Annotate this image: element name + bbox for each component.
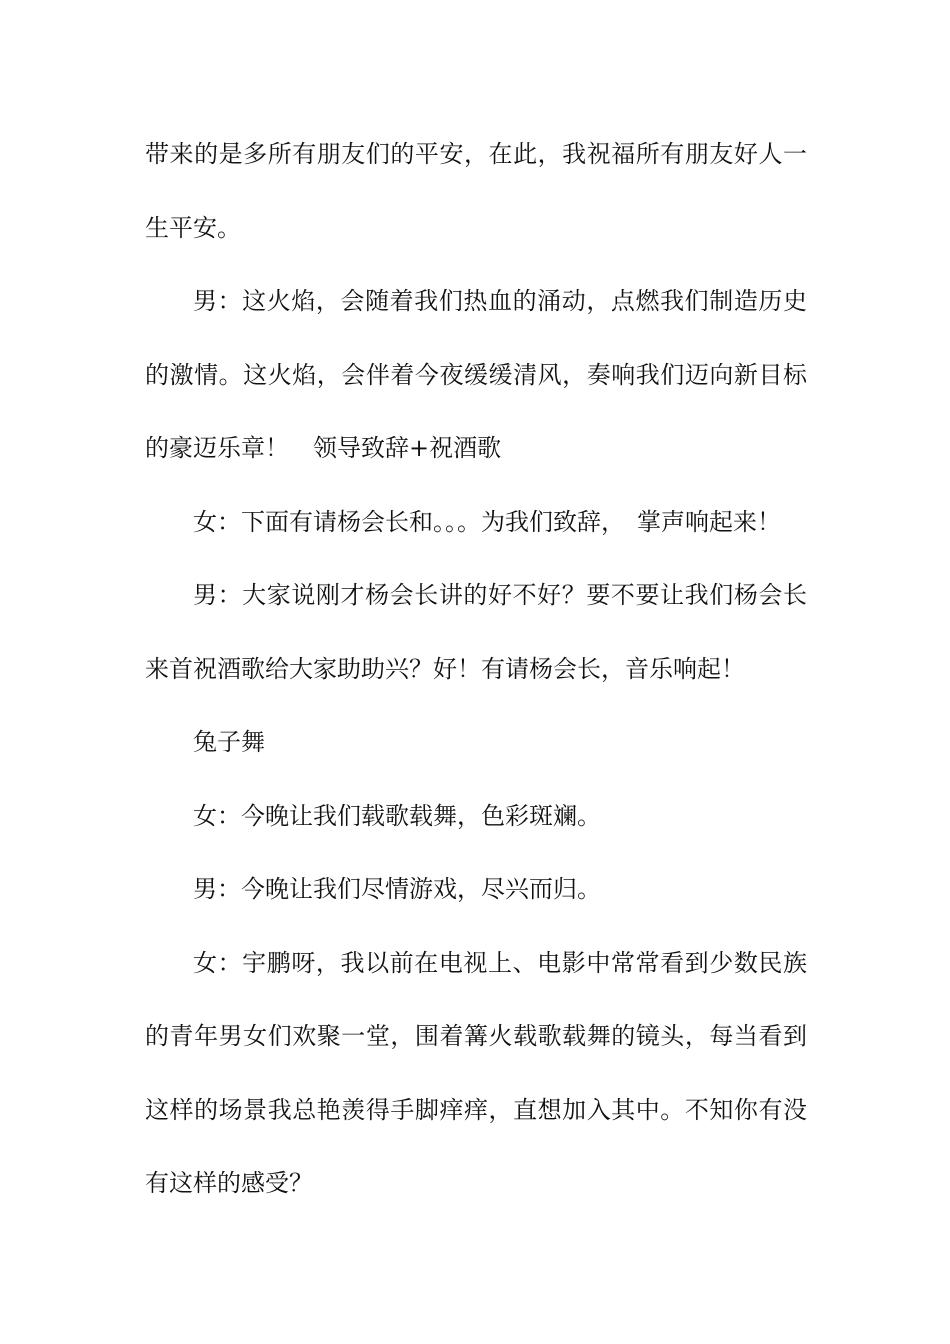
paragraph-female-invite-speech: 女：下面有请杨会长和。。。为我们致辞， 掌声响起来！ [193,507,781,536]
paragraph-male-flame: 男：这火焰，会随着我们热血的涌动，点燃我们制造历史的激情。这火焰，会伴着今夜缓缓清风，奏响我们迈向新目标的豪迈乐章！ 领导致辞+祝酒歌 [145,287,807,462]
section-heading-bunny-dance: 兔子舞 [193,728,265,756]
paragraph-female-bonfire: 女：宇鹏呀，我以前在电视上、电影中常常看到少数民族的青年男女们欢聚一堂，围着篝火载歌载舞的镜头，每当看到这样的场景我总艳羡得手脚痒痒，直想加入其中。不知你有没有这样的感受？ [145,948,807,1197]
paragraph-male-toast-song: 男：大家说刚才杨会长讲的好不好？要不要让我们杨会长来首祝酒歌给大家助助兴？好！有请杨会长，音乐响起！ [145,581,807,683]
paragraph-continuation: 带来的是多所有朋友们的平安，在此，我祝福所有朋友好人一生平安。 [145,140,807,242]
paragraph-male-games: 男：今晚让我们尽情游戏，尽兴而归。 [193,875,601,903]
paragraph-female-dance: 女：今晚让我们载歌载舞，色彩斑斓。 [193,801,601,830]
document-body [145,118,807,1221]
